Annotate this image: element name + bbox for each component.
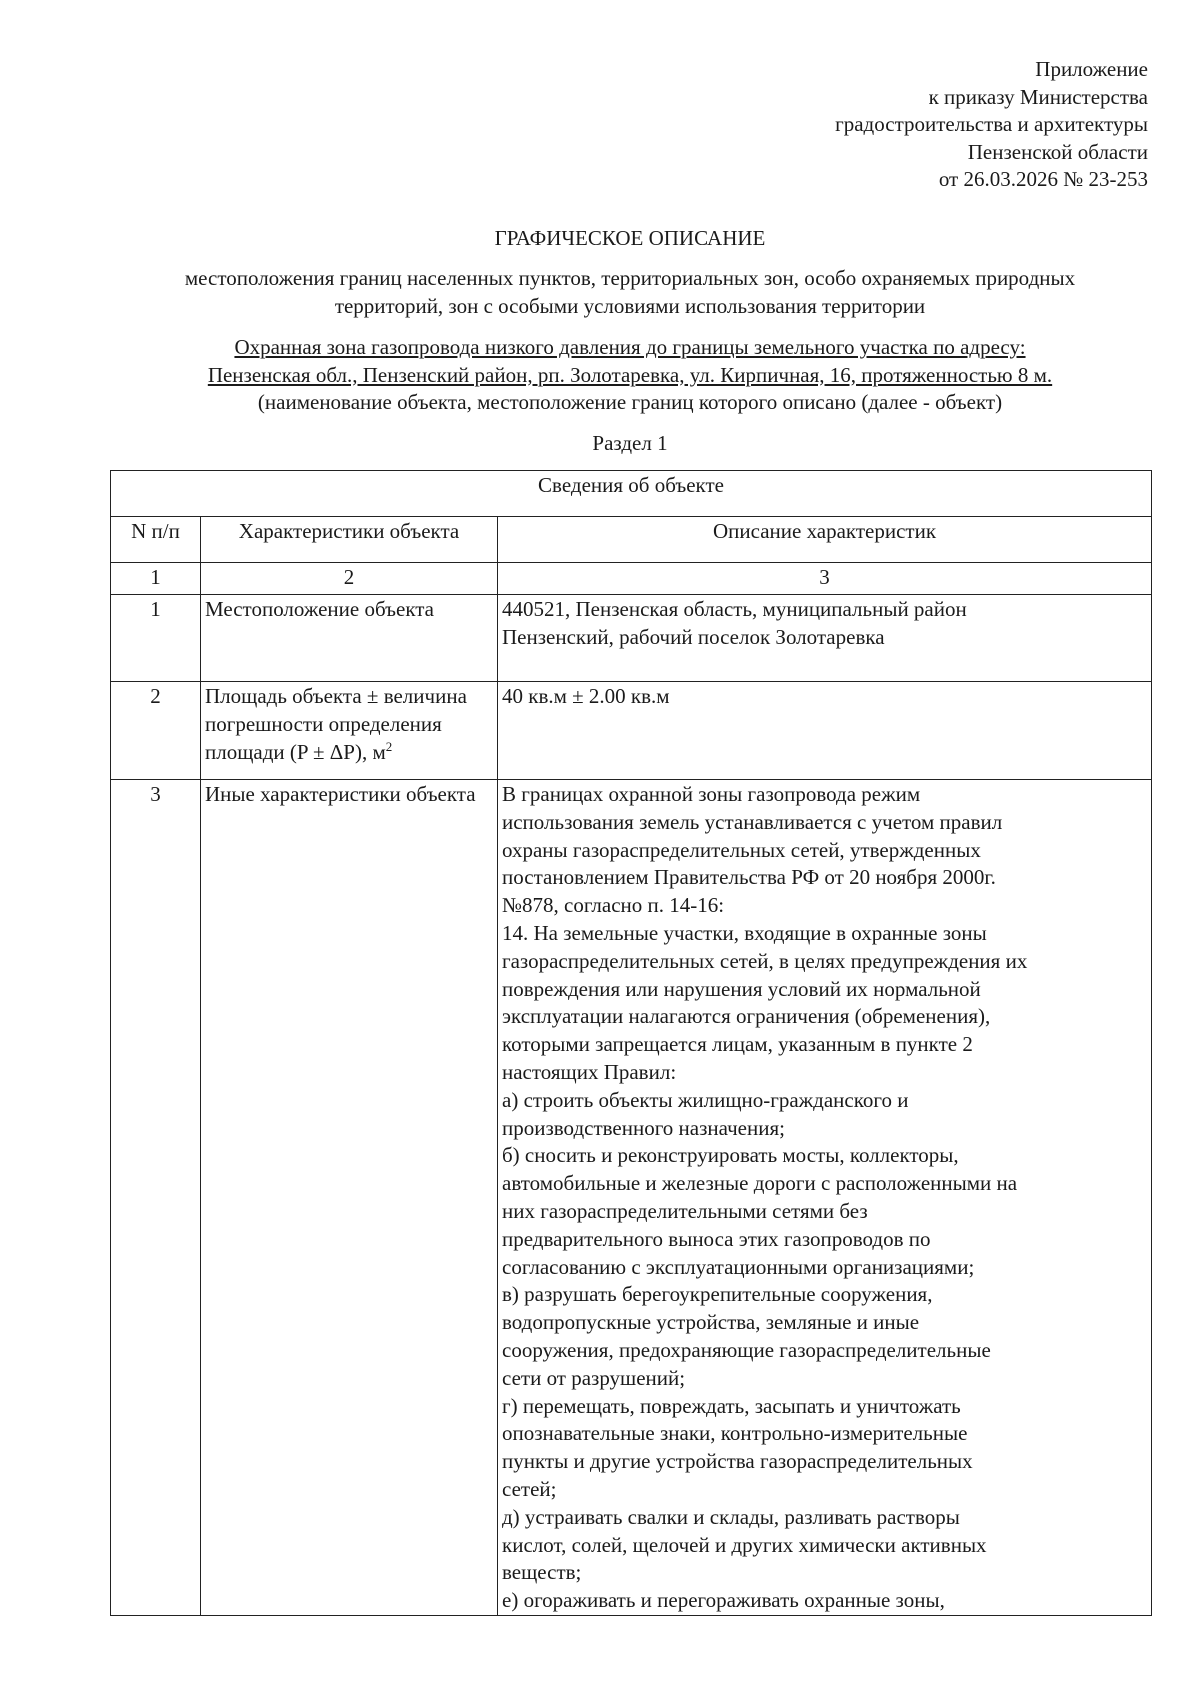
table-row	[111, 595, 1152, 682]
description-line: настоящих Правил:	[502, 1059, 677, 1084]
column-number-row	[111, 563, 1152, 595]
characteristic-line: Местоположение объекта	[205, 597, 435, 621]
row-characteristic	[201, 682, 498, 780]
description-line: газораспределительных сетей, в целях предупреждения их	[502, 948, 1028, 973]
appendix-line: Приложение	[1035, 57, 1148, 81]
document-subtitle	[110, 265, 1150, 320]
row-number: 1	[111, 595, 201, 682]
description-line: б) сносить и реконструировать мосты, коллекторы,	[502, 1143, 959, 1168]
description-line: предварительного выноса этих газопроводов по	[502, 1226, 931, 1251]
description-line: пункты и другие устройства газораспределительных	[502, 1449, 973, 1474]
table-row	[111, 682, 1152, 780]
description-line: №878, согласно п. 14-16:	[502, 893, 725, 918]
characteristic-line: Площадь объекта ± величина	[205, 684, 467, 708]
column-number: 3	[498, 563, 1152, 595]
characteristic-line: Иные характеристики объекта	[205, 782, 476, 806]
description-line: 40 кв.м ± 2.00 кв.м	[502, 684, 670, 708]
description-line: сети от разрушений;	[502, 1365, 686, 1390]
row-description	[498, 682, 1152, 780]
appendix-line: градостроительства и архитектуры	[835, 112, 1148, 137]
appendix-line: Пензенской области	[967, 139, 1148, 164]
description-line: в) разрушать берегоукрепительные сооружения,	[502, 1282, 933, 1307]
column-number: 2	[201, 563, 498, 595]
row-number: 2	[111, 682, 201, 780]
description-line: эксплуатации налагаются ограничения (обременения),	[502, 1004, 991, 1029]
column-header: N п/п	[111, 517, 201, 563]
section-label: Раздел 1	[592, 431, 668, 455]
description-line: согласованию с эксплуатационными организациями;	[502, 1254, 975, 1279]
appendix-block	[835, 56, 1148, 194]
description-line: производственного назначения;	[502, 1115, 785, 1140]
table-caption-row	[111, 471, 1152, 517]
document-title: ГРАФИЧЕСКОЕ ОПИСАНИЕ	[494, 226, 766, 250]
column-header: Характеристики объекта	[201, 517, 498, 563]
description-line: опознавательные знаки, контрольно-измерительные	[502, 1421, 968, 1446]
description-line: 14. На земельные участки, входящие в охранные зоны	[502, 920, 987, 945]
description-line: веществ;	[502, 1560, 582, 1585]
appendix-line: к приказу Министерства	[928, 84, 1148, 109]
row-characteristic	[201, 780, 498, 1616]
description-line: них газораспределительными сетями без	[502, 1198, 868, 1223]
description-line: е) огораживать и перегораживать охранные зоны,	[502, 1588, 945, 1613]
superscript: 2	[385, 738, 393, 754]
description-line: водопропускные устройства, земляные и иные	[502, 1310, 920, 1335]
row-description	[498, 595, 1152, 682]
row-number: 3	[111, 780, 201, 1616]
description-line: сетей;	[502, 1476, 557, 1501]
description-line: кислот, солей, щелочей и других химически активных	[502, 1532, 987, 1557]
appendix-line: от 26.03.2026 № 23-253	[938, 167, 1148, 192]
description-line: г) перемещать, повреждать, засыпать и уничтожать	[502, 1393, 961, 1418]
description-line: В границах охранной зоны газопровода режим	[502, 782, 921, 806]
row-characteristic	[201, 595, 498, 682]
subtitle-line: местоположения границ населенных пунктов, территориальных зон, особо охраняемых природных	[184, 266, 1076, 290]
description-line: которыми запрещается лицам, указанным в пункте 2	[502, 1032, 973, 1057]
column-number: 1	[111, 563, 201, 595]
characteristic-line	[205, 739, 493, 767]
description-line: 440521, Пензенская область, муниципальный район	[502, 597, 967, 621]
column-header: Описание характеристик	[498, 517, 1152, 563]
description-line: использования земель устанавливается с учетом правил	[502, 809, 1003, 834]
object-name-line: Пензенская обл., Пензенский район, рп. Золотаревка, ул. Кирпичная, 16, протяженностью 8 м.	[207, 362, 1053, 387]
description-line: сооружения, предохраняющие газораспределительные	[502, 1337, 991, 1362]
description-line: автомобильные и железные дороги с расположенными на	[502, 1171, 1018, 1196]
description-line: постановлением Правительства РФ от 20 ноября 2000г.	[502, 865, 996, 890]
description-line: охраны газораспределительных сетей, утвержденных	[502, 837, 981, 862]
description-line: д) устраивать свалки и склады, разливать растворы	[502, 1504, 960, 1529]
object-info-table	[110, 470, 1152, 1616]
characteristic-line: погрешности определения	[205, 711, 442, 736]
description-line: Пензенский, рабочий поселок Золотаревка	[502, 624, 885, 649]
description-line: повреждения или нарушения условий их нормальной	[502, 976, 981, 1001]
object-name-block	[110, 334, 1150, 417]
object-name-caption: (наименование объекта, местоположение границ которого описано (далее - объект)	[257, 390, 1003, 414]
table-row	[111, 780, 1152, 1616]
object-name-line: Охранная зона газопровода низкого давления до границы земельного участка по адресу:	[234, 335, 1026, 359]
table-header-row	[111, 517, 1152, 563]
subtitle-line: территорий, зон с особыми условиями использования территории	[334, 293, 926, 318]
table-caption: Сведения об объекте	[111, 471, 1152, 517]
characteristic-text: площади (P ± ΔP), м	[205, 739, 386, 764]
row-description	[498, 780, 1152, 1616]
description-line: а) строить объекты жилищно-гражданского и	[502, 1087, 909, 1112]
